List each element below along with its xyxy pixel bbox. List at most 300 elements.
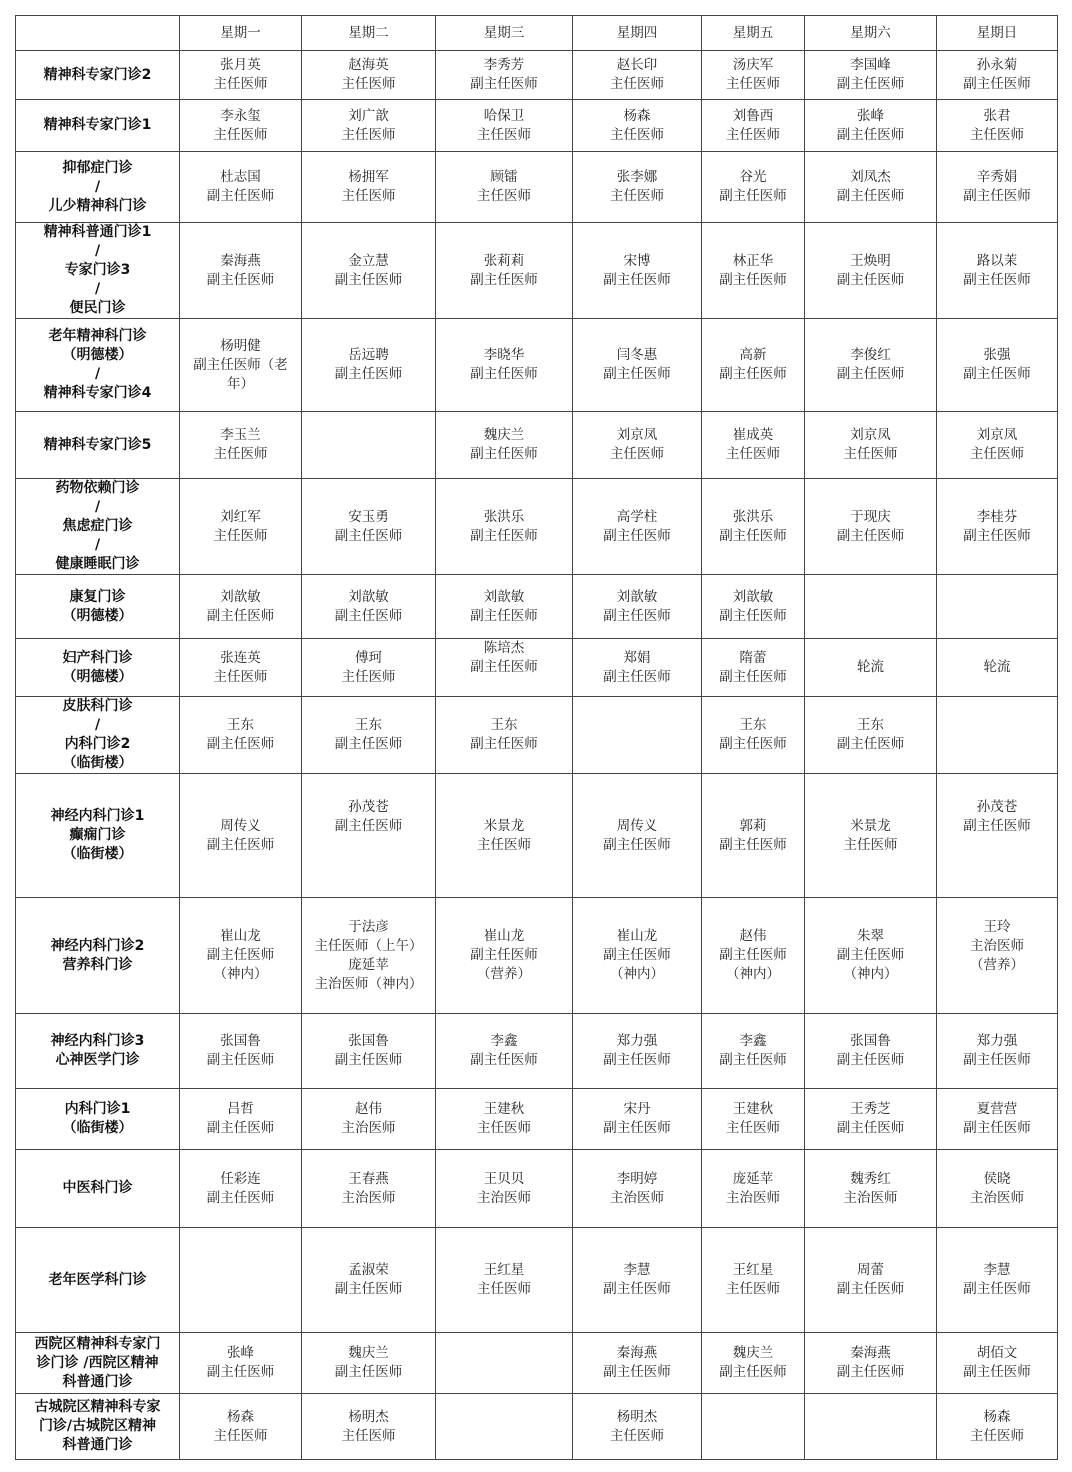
doctor-name: 杨明杰 <box>348 1408 389 1425</box>
doctor-title: 副主任医师 <box>719 188 787 204</box>
doctor-name: 庞延苹 <box>732 1170 774 1187</box>
doctor-title: 副主任医师 <box>470 659 538 675</box>
doctor-title: 主任医师 <box>341 1427 396 1444</box>
doctor-cell <box>302 412 436 479</box>
weekday-header: 星期日 <box>937 16 1058 51</box>
doctor-cell <box>937 1394 1058 1460</box>
department-name-line: 中医科门诊 <box>62 1180 133 1196</box>
doctor-cell <box>573 1089 702 1150</box>
doctor-name: 陈培杰 <box>483 640 525 656</box>
department-name <box>16 575 180 639</box>
doctor-cell <box>702 639 805 697</box>
doctor-title: （神内） <box>726 966 780 982</box>
doctor-name: 张连英 <box>220 649 261 666</box>
doctor-name: 夏营营 <box>976 1101 1018 1117</box>
doctor-title: 副主任医师 <box>206 736 275 752</box>
doctor-name: 杨森 <box>983 1408 1011 1425</box>
doctor-name: 张莉莉 <box>483 252 525 269</box>
doctor-name: 于现庆 <box>850 508 891 525</box>
doctor-title: （神内） <box>213 966 268 982</box>
doctor-title <box>436 677 572 696</box>
doctor-title: 副主任医师 <box>963 1281 1031 1297</box>
doctor-title: 副主任医师 <box>470 947 538 963</box>
department-row <box>16 1089 1058 1150</box>
doctor-cell <box>573 1150 702 1228</box>
doctor-name: 李明婷 <box>616 1170 658 1187</box>
doctor-title: 副主任医师 <box>470 271 538 288</box>
doctor-title: 副主任医师 <box>470 527 538 544</box>
department-name-line: 健康睡眠门诊 <box>55 556 140 572</box>
doctor-title: 副主任医师 <box>334 607 403 624</box>
doctor-name: 谷光 <box>739 169 767 185</box>
doctor-cell <box>180 1333 302 1394</box>
doctor-name: 李秀芳 <box>483 57 525 73</box>
doctor-title: 副主任医师 <box>836 1052 905 1068</box>
doctor-name: 胡佰文 <box>976 1345 1018 1361</box>
doctor-title: 主任医师 <box>213 1427 268 1444</box>
doctor-name: 郑力强 <box>616 1033 658 1049</box>
doctor-cell <box>937 575 1058 639</box>
doctor-title: 主任医师 <box>213 668 268 685</box>
doctor-title: 副主任医师 <box>836 126 905 143</box>
doctor-title: 主治医师 <box>970 1189 1024 1206</box>
doctor-name: 刘凤杰 <box>850 169 891 185</box>
doctor-title: 副主任医师 <box>603 1052 671 1068</box>
department-name <box>16 100 180 152</box>
doctor-cell <box>937 51 1058 100</box>
doctor-name: 崔山龙 <box>616 928 658 944</box>
doctor-title: （神内） <box>610 966 664 982</box>
department-name-line: 儿少精神科门诊 <box>48 197 147 214</box>
doctor-cell <box>436 575 573 639</box>
doctor-cell <box>573 697 702 774</box>
doctor-cell <box>573 1333 702 1394</box>
doctor-title: 主任医师 <box>726 1120 780 1136</box>
department-row <box>16 1228 1058 1333</box>
doctor-cell <box>436 412 573 479</box>
doctor-title: 副主任医师 <box>470 366 538 382</box>
doctor-name: 张国鲁 <box>348 1033 389 1049</box>
department-row <box>16 575 1058 639</box>
doctor-cell <box>573 319 702 412</box>
doctor-cell <box>436 639 573 697</box>
department-row <box>16 223 1058 319</box>
doctor-cell <box>180 479 302 575</box>
doctor-name: 王建秋 <box>483 1101 525 1117</box>
doctor-cell <box>573 1014 702 1089</box>
doctor-name: 刘红军 <box>220 508 261 525</box>
doctor-title: 副主任医师 <box>963 366 1031 382</box>
department-name-line: 神经内科门诊2 <box>50 937 145 954</box>
department-name-line: 老年精神科门诊 <box>48 328 147 344</box>
doctor-name: 汤庆军 <box>732 57 774 73</box>
doctor-cell <box>805 1089 937 1150</box>
doctor-name: 任彩连 <box>220 1170 261 1187</box>
doctor-title: 主任医师 <box>610 188 664 204</box>
doctor-title: 副主任医师 <box>470 76 538 92</box>
doctor-cell <box>702 412 805 479</box>
doctor-cell <box>180 1394 302 1460</box>
doctor-name: 周传义 <box>220 817 261 834</box>
doctor-title: 主任医师 <box>213 527 268 544</box>
doctor-title: 主任医师 <box>970 1427 1024 1444</box>
doctor-title: 副主任医师 <box>206 1052 275 1068</box>
doctor-cell <box>702 1333 805 1394</box>
doctor-name: 赵长印 <box>616 57 658 73</box>
doctor-name: 李玉兰 <box>220 427 261 443</box>
doctor-title: 副主任医师 <box>963 271 1031 288</box>
doctor-title: 副主任医师 <box>719 527 787 544</box>
department-name-line: / <box>94 243 101 259</box>
doctor-cell <box>937 1089 1058 1150</box>
doctor-name: 侯晓 <box>983 1170 1011 1187</box>
doctor-title: 副主任医师 <box>963 527 1031 544</box>
doctor-title: （神内） <box>843 966 898 982</box>
doctor-cell <box>937 412 1058 479</box>
weekday-header-row <box>16 16 1058 51</box>
weekday-header: 星期二 <box>302 16 436 51</box>
doctor-title: 副主任医师 <box>470 446 538 462</box>
doctor-name: 张李娜 <box>616 169 658 185</box>
doctor-cell <box>805 575 937 639</box>
doctor-title: 副主任医师 <box>603 836 671 853</box>
doctor-name: 崔成英 <box>732 427 774 443</box>
doctor-title <box>302 836 435 855</box>
doctor-cell <box>937 319 1058 412</box>
doctor-cell <box>805 223 937 319</box>
doctor-title: 副主任医师 <box>963 817 1031 834</box>
doctor-title: 副主任医师 <box>206 1120 275 1136</box>
doctor-name: 李永玺 <box>220 107 261 124</box>
doctor-title: 副主任医师 <box>334 736 403 752</box>
doctor-cell <box>805 152 937 223</box>
doctor-name: 秦海燕 <box>616 1345 658 1361</box>
department-name-line: 精神科专家门诊1 <box>43 117 152 133</box>
doctor-title: 主任医师 <box>213 76 268 92</box>
doctor-cell <box>805 319 937 412</box>
doctor-name: 王东 <box>857 717 884 733</box>
doctor-title <box>937 836 1057 855</box>
doctor-name: 顾镭 <box>490 169 518 185</box>
doctor-title: 副主任医师 <box>603 1281 671 1297</box>
doctor-name: 王东 <box>355 717 382 733</box>
department-name <box>16 1150 180 1228</box>
doctor-title: 副主任医师 <box>603 1120 671 1136</box>
doctor-title: 年） <box>227 375 254 392</box>
doctor-cell <box>702 1014 805 1089</box>
doctor-name: 刘歆敏 <box>483 588 525 605</box>
doctor-title: 副主任医师 <box>836 271 905 288</box>
department-name-line: 诊门诊 /西院区精神 <box>36 1354 159 1371</box>
doctor-name: 岳远聘 <box>348 347 389 363</box>
department-name <box>16 223 180 319</box>
doctor-title: 主任医师 <box>341 188 396 204</box>
doctor-title: 主治医师 <box>477 1189 531 1206</box>
doctor-name: 孟淑荣 <box>348 1262 389 1278</box>
doctor-name: 张峰 <box>857 107 884 124</box>
department-row <box>16 319 1058 412</box>
doctor-cell <box>573 898 702 1014</box>
doctor-cell <box>805 1150 937 1228</box>
doctor-cell <box>937 898 1058 1014</box>
doctor-title: 副主任医师 <box>206 271 275 288</box>
doctor-cell <box>302 1089 436 1150</box>
doctor-title: 副主任医师 <box>836 1364 905 1380</box>
doctor-name: 王春燕 <box>348 1170 389 1187</box>
department-name-line: 抑郁症门诊 <box>62 159 133 176</box>
doctor-cell <box>302 774 436 898</box>
doctor-cell <box>573 479 702 575</box>
doctor-name: 刘歆敏 <box>616 588 658 605</box>
doctor-name: 闫冬惠 <box>616 347 658 363</box>
doctor-title: 主任医师 <box>477 836 531 853</box>
doctor-name: 孙永菊 <box>976 57 1018 73</box>
department-name <box>16 479 180 575</box>
doctor-cell <box>937 774 1058 898</box>
doctor-title: 主任医师 <box>610 126 664 143</box>
doctor-title: 副主任医师 <box>206 836 275 853</box>
department-row <box>16 898 1058 1014</box>
doctor-title: 副主任医师 <box>963 1120 1031 1136</box>
doctor-name: 刘歆敏 <box>732 588 774 605</box>
doctor-cell <box>436 1014 573 1089</box>
doctor-name: 辛秀娟 <box>976 169 1018 185</box>
doctor-title: 副主任医师 <box>836 947 905 963</box>
doctor-cell <box>702 575 805 639</box>
doctor-cell <box>573 1228 702 1333</box>
doctor-cell <box>573 774 702 898</box>
department-name-line: 妇产科门诊 <box>62 649 133 666</box>
doctor-cell <box>937 1014 1058 1089</box>
doctor-title: 主任医师 <box>213 126 268 143</box>
doctor-title: 主治医师 <box>610 1189 664 1206</box>
doctor-cell <box>702 223 805 319</box>
department-row <box>16 479 1058 575</box>
doctor-cell <box>436 223 573 319</box>
doctor-name: 郑娟 <box>623 649 651 666</box>
doctor-name: 李桂芬 <box>976 508 1018 525</box>
doctor-title: 主治医师 <box>726 1189 780 1206</box>
doctor-name: 崔山龙 <box>220 928 261 944</box>
doctor-cell <box>702 774 805 898</box>
department-name-line: 癫痫门诊 <box>69 827 126 843</box>
doctor-name: 宋博 <box>623 252 651 269</box>
department-row <box>16 51 1058 100</box>
doctor-title: 主治医师 <box>970 937 1024 954</box>
doctor-cell <box>702 51 805 100</box>
department-name-line: / <box>94 281 101 297</box>
doctor-name: 李鑫 <box>490 1033 518 1049</box>
doctor-title: 主任医师 <box>726 76 780 92</box>
doctor-name: 安玉勇 <box>348 508 389 525</box>
doctor-name: 李慧 <box>623 1262 651 1278</box>
weekday-header: 星期三 <box>436 16 573 51</box>
doctor-name: 金立慧 <box>348 252 389 269</box>
doctor-name: 米景龙 <box>483 817 525 834</box>
doctor-cell <box>302 479 436 575</box>
department-name-line: 精神科专家门诊4 <box>43 385 152 401</box>
doctor-name: 轮流 <box>983 659 1011 675</box>
doctor-cell <box>573 1394 702 1460</box>
doctor-cell <box>573 152 702 223</box>
doctor-cell <box>573 575 702 639</box>
doctor-name: 刘京凤 <box>616 427 658 443</box>
weekday-header: 星期四 <box>573 16 702 51</box>
doctor-cell <box>805 774 937 898</box>
department-name-line: / <box>94 366 101 382</box>
department-name-line: 便民门诊 <box>69 300 126 316</box>
doctor-cell <box>436 100 573 152</box>
department-name-line: 科普通门诊 <box>62 1373 133 1390</box>
doctor-name: 赵伟 <box>355 1101 382 1117</box>
department-name-line: / <box>94 537 101 553</box>
doctor-title: 副主任医师 <box>206 947 275 963</box>
doctor-title: 副主任医师 <box>206 1189 275 1206</box>
department-name <box>16 412 180 479</box>
doctor-name: 刘歆敏 <box>220 588 261 605</box>
doctor-name: 魏庆兰 <box>348 1345 389 1361</box>
doctor-cell <box>302 898 436 1014</box>
department-name <box>16 1089 180 1150</box>
doctor-cell <box>302 51 436 100</box>
doctor-title: 副主任医师 <box>963 76 1031 92</box>
doctor-title: 副主任医师 <box>603 366 671 382</box>
doctor-title: 副主任医师 <box>603 607 671 624</box>
doctor-cell <box>702 319 805 412</box>
doctor-title: 副主任医师 <box>836 366 905 382</box>
department-name <box>16 51 180 100</box>
doctor-cell <box>302 100 436 152</box>
doctor-name: 王红星 <box>732 1262 774 1278</box>
department-name <box>16 639 180 697</box>
doctor-cell <box>436 51 573 100</box>
doctor-cell <box>302 1394 436 1460</box>
department-name-line: 老年医学科门诊 <box>48 1271 147 1288</box>
department-row <box>16 1150 1058 1228</box>
doctor-name: 王建秋 <box>732 1101 774 1117</box>
department-name-line: / <box>94 178 101 195</box>
doctor-title: 主治医师（神内） <box>314 975 423 992</box>
doctor-title: 副主任医师 <box>719 836 787 853</box>
doctor-title: 副主任医师 <box>603 527 671 544</box>
doctor-title: 副主任医师 <box>963 188 1031 204</box>
doctor-title: 主治医师 <box>843 1189 898 1206</box>
doctor-title: 主任医师 <box>970 126 1024 143</box>
doctor-cell <box>573 412 702 479</box>
doctor-name: 张君 <box>983 107 1011 124</box>
doctor-name: 王玲 <box>983 918 1011 935</box>
doctor-name: 路以茉 <box>976 252 1018 269</box>
doctor-title: 副主任医师 <box>963 1364 1031 1380</box>
doctor-name: 张强 <box>983 347 1011 363</box>
doctor-cell <box>436 1089 573 1150</box>
doctor-name: 王东 <box>227 717 254 733</box>
doctor-cell <box>805 697 937 774</box>
doctor-name: 魏秀红 <box>850 1170 891 1187</box>
department-row <box>16 639 1058 697</box>
doctor-cell <box>805 479 937 575</box>
doctor-name: 王贝贝 <box>483 1170 525 1187</box>
doctor-title: 主任医师 <box>726 446 780 462</box>
doctor-cell <box>702 479 805 575</box>
doctor-title: 副主任医师 <box>206 607 275 624</box>
doctor-cell <box>702 1394 805 1460</box>
department-name-line: / <box>94 717 101 733</box>
department-name-line: （明德楼） <box>62 347 133 363</box>
doctor-title <box>937 855 1057 874</box>
doctor-name: 杨森 <box>227 1408 254 1425</box>
doctor-cell <box>180 575 302 639</box>
doctor-cell <box>302 1228 436 1333</box>
department-name-line: （明德楼） <box>62 607 133 624</box>
doctor-title: 副主任医师 <box>836 1120 905 1136</box>
doctor-name: 王红星 <box>483 1262 525 1278</box>
doctor-name: 米景龙 <box>850 817 891 834</box>
doctor-title: 主任医师 <box>726 126 780 143</box>
doctor-cell <box>436 319 573 412</box>
doctor-cell <box>436 1228 573 1333</box>
doctor-title: 副主任医师 <box>836 527 905 544</box>
doctor-cell <box>436 774 573 898</box>
doctor-name: 张洪乐 <box>483 508 525 525</box>
doctor-cell <box>937 639 1058 697</box>
department-name-line: 营养科门诊 <box>62 956 133 973</box>
department-row <box>16 697 1058 774</box>
doctor-cell <box>302 1333 436 1394</box>
doctor-name: 轮流 <box>857 659 884 675</box>
doctor-title: 副主任医师 <box>719 947 787 963</box>
department-name <box>16 1333 180 1394</box>
doctor-title: 副主任医师 <box>334 1281 403 1297</box>
doctor-title: 副主任医师 <box>719 736 787 752</box>
doctor-cell <box>302 1150 436 1228</box>
doctor-name: 隋蕾 <box>739 649 767 666</box>
doctor-name: 王东 <box>739 717 767 733</box>
department-name-line: 精神科专家门诊2 <box>43 66 152 83</box>
doctor-cell <box>180 774 302 898</box>
doctor-title: 主任医师 <box>341 668 396 685</box>
department-name-line: 药物依赖门诊 <box>55 480 140 496</box>
doctor-title: 主治医师 <box>341 1120 396 1136</box>
department-name-line: 古城院区精神科专家 <box>34 1399 161 1415</box>
doctor-name: 杨森 <box>623 107 651 124</box>
doctor-title: 副主任医师 <box>470 736 538 752</box>
doctor-title: 副主任医师 <box>603 1364 671 1380</box>
doctor-cell <box>702 100 805 152</box>
doctor-cell <box>702 152 805 223</box>
department-name <box>16 898 180 1014</box>
doctor-title: 副主任医师 <box>719 366 787 382</box>
doctor-cell <box>702 898 805 1014</box>
doctor-name: 周传义 <box>616 817 658 834</box>
doctor-title: 主任医师 <box>341 126 396 143</box>
doctor-name: 高学柱 <box>616 508 658 525</box>
doctor-cell <box>302 319 436 412</box>
doctor-name: 高新 <box>739 347 767 363</box>
doctor-title: 副主任医师 <box>603 947 671 963</box>
doctor-name: 李晓华 <box>483 347 525 363</box>
doctor-title: 副主任医师 <box>719 668 787 685</box>
doctor-name: 杨拥军 <box>348 169 389 185</box>
doctor-name: 秦海燕 <box>220 252 261 269</box>
doctor-cell <box>937 479 1058 575</box>
doctor-cell <box>702 1150 805 1228</box>
doctor-title: 副主任医师 <box>206 188 275 204</box>
doctor-title: 主任医师 <box>610 76 664 92</box>
department-name-line: 专家门诊3 <box>64 262 131 278</box>
doctor-name: 宋丹 <box>623 1101 651 1117</box>
department-name-line: 内科门诊1 <box>64 1101 131 1117</box>
